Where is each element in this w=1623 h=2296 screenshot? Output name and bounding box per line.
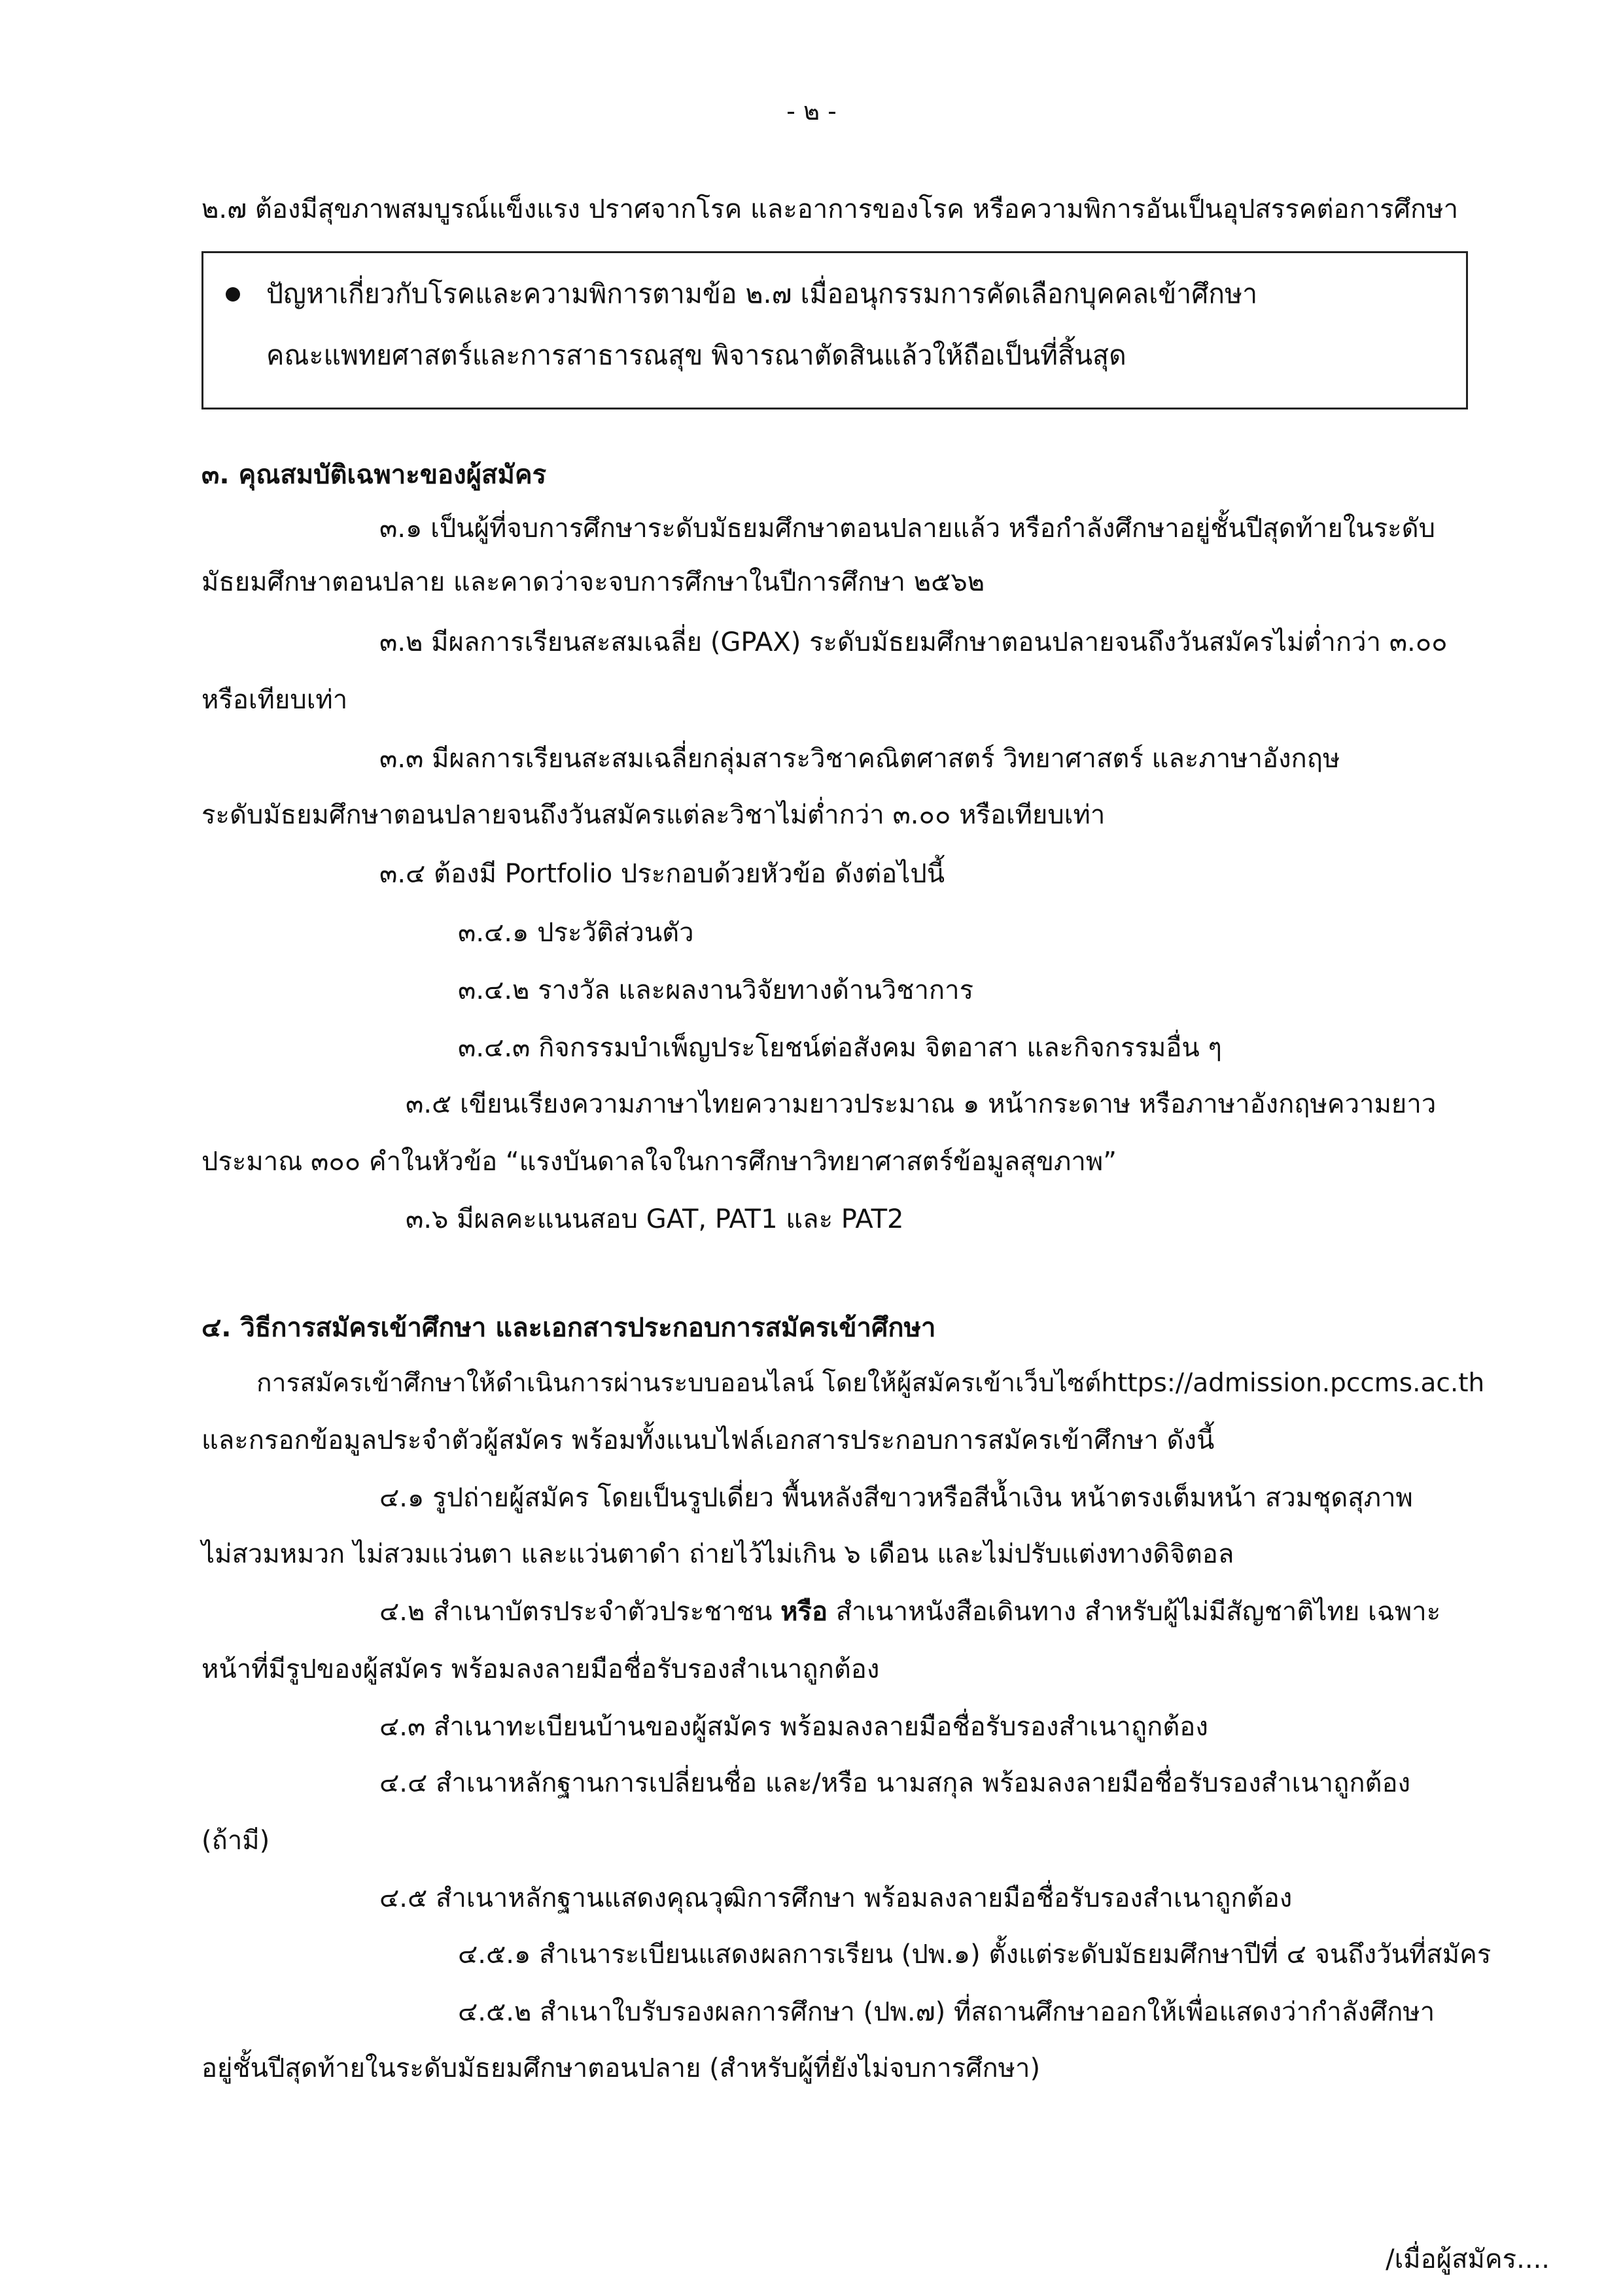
note-line-2: คณะแพทยศาสตร์และการสาธารณสุข พิจารณาตัดสินแล้วให้ถือเป็นที่สิ้นสุด [266,339,1126,371]
item-3-4-3: ๓.๔.๓ กิจกรรมบำเพ็ญประโยชน์ต่อสังคม จิตอาสา และกิจกรรมอื่น ๆ [458,1033,1222,1063]
item-4-4-line-1: ๔.๔ สำเนาหลักฐานการเปลี่ยนชื่อ และ/หรือ นามสกุล พร้อมลงลายมือชื่อรับรองสำเนาถูกต้อง [379,1768,1411,1798]
item-4-5-2-line-1: ๔.๕.๒ สำเนาใบรับรองผลการศึกษา (ปพ.๗) ที่สถานศึกษาออกให้เพื่อแสดงว่ากำลังศึกษา [458,1997,1435,2027]
item-4-4-line-2: (ถ้ามี) [201,1826,270,1856]
item-3-1-line-2: มัธยมศึกษาตอนปลาย และคาดว่าจะจบการศึกษาในปีการศึกษา ๒๕๖๒ [201,567,985,597]
item-4-2-text-post: สำเนาหนังสือเดินทาง สำหรับผู้ไม่มีสัญชาติไทย เฉพาะ [828,1597,1441,1627]
item-4-1-line-1: ๔.๑ รูปถ่ายผู้สมัคร โดยเป็นรูปเดี่ยว พื้นหลังสีขาวหรือสีน้ำเงิน หน้าตรงเต็มหน้า สวมชุดสุภาพ [379,1483,1413,1513]
item-4-5: ๔.๕ สำเนาหลักฐานแสดงคุณวุฒิการศึกษา พร้อมลงลายมือชื่อรับรองสำเนาถูกต้อง [379,1883,1293,1913]
item-2-7: ๒.๗ ต้องมีสุขภาพสมบูรณ์แข็งแรง ปราศจากโรค และอาการของโรค หรือความพิการอันเป็นอุปสรรคต่อการศึกษา [201,194,1459,224]
item-3-4-2: ๓.๔.๒ รางวัล และผลงานวิจัยทางด้านวิชาการ [458,975,974,1005]
item-3-3-line-1: ๓.๓ มีผลการเรียนสะสมเฉลี่ยกลุ่มสาระวิชาคณิตศาสตร์ วิทยาศาสตร์ และภาษาอังกฤษ [379,744,1340,774]
item-4-2-text-pre: ๔.๒ สำเนาบัตรประจำตัวประชาชน [379,1597,781,1627]
section-4-intro-line-2: และกรอกข้อมูลประจำตัวผู้สมัคร พร้อมทั้งแนบไฟล์เอกสารประกอบการสมัครเข้าศึกษา ดังนี้ [201,1425,1215,1455]
item-3-6: ๓.๖ มีผลคะแนนสอบ GAT, PAT1 และ PAT2 [406,1204,904,1234]
item-3-5-line-1: ๓.๕ เขียนเรียงความภาษาไทยความยาวประมาณ ๑ หน้ากระดาษ หรือภาษาอังกฤษความยาว [406,1089,1437,1119]
section-4-heading: ๔. วิธีการสมัครเข้าศึกษา และเอกสารประกอบการสมัครเข้าศึกษา [201,1313,936,1343]
item-3-2-line-1: ๓.๒ มีผลการเรียนสะสมเฉลี่ย (GPAX) ระดับมัธยมศึกษาตอนปลายจนถึงวันสมัครไม่ต่ำกว่า ๓.๐๐ [379,627,1448,657]
item-4-2-or-emphasis: หรือ [780,1597,828,1627]
item-4-2-line-1 [379,1596,1440,1627]
section-4-intro-line-1: การสมัครเข้าศึกษาให้ดำเนินการผ่านระบบออนไลน์ โดยให้ผู้สมัครเข้าเว็บไซต์https://admission.pccms.ac.th [256,1368,1485,1398]
item-4-5-1: ๔.๕.๑ สำเนาระเบียนแสดงผลการเรียน (ปพ.๑) ตั้งแต่ระดับมัธยมศึกษาปีที่ ๔ จนถึงวันที่สมัคร [458,1939,1492,1970]
item-3-3-line-2: ระดับมัธยมศึกษาตอนปลายจนถึงวันสมัครแต่ละวิชาไม่ต่ำกว่า ๓.๐๐ หรือเทียบเท่า [201,800,1106,830]
note-line-1: ปัญหาเกี่ยวกับโรคและความพิการตามข้อ ๒.๗ เมื่ออนุกรรมการคัดเลือกบุคคลเข้าศึกษา [266,278,1258,309]
item-3-1-line-1: ๓.๑ เป็นผู้ที่จบการศึกษาระดับมัธยมศึกษาตอนปลายแล้ว หรือกำลังศึกษาอยู่ชั้นปีสุดท้ายในระดับ [379,513,1436,544]
item-3-2-line-2: หรือเทียบเท่า [201,685,348,715]
item-4-2-line-2: หน้าที่มีรูปของผู้สมัคร พร้อมลงลายมือชื่อรับรองสำเนาถูกต้อง [201,1654,880,1684]
note-box [201,251,1468,409]
section-3-heading: ๓. คุณสมบัติเฉพาะของผู้สมัคร [201,460,547,490]
item-3-4-1: ๓.๔.๑ ประวัติส่วนตัว [458,918,694,948]
item-3-5-line-2: ประมาณ ๓๐๐ คำในหัวข้อ “แรงบันดาลใจในการศึกษาวิทยาศาสตร์ข้อมูลสุขภาพ” [201,1147,1117,1177]
item-3-4: ๓.๔ ต้องมี Portfolio ประกอบด้วยหัวข้อ ดังต่อไปนี้ [379,859,945,889]
item-4-3: ๔.๓ สำเนาทะเบียนบ้านของผู้สมัคร พร้อมลงลายมือชื่อรับรองสำเนาถูกต้อง [379,1712,1208,1742]
item-4-5-2-line-2: อยู่ชั้นปีสุดท้ายในระดับมัธยมศึกษาตอนปลาย (สำหรับผู้ที่ยังไม่จบการศึกษา) [201,2053,1041,2083]
continuation-note: /เมื่อผู้สมัคร.... [1386,2244,1550,2274]
bullet-icon [226,287,240,302]
page-number: - ๒ - [786,97,837,126]
item-4-1-line-2: ไม่สวมหมวก ไม่สวมแว่นตา และแว่นตาดำ ถ่ายไว้ไม่เกิน ๖ เดือน และไม่ปรับแต่งทางดิจิตอล [201,1539,1234,1569]
